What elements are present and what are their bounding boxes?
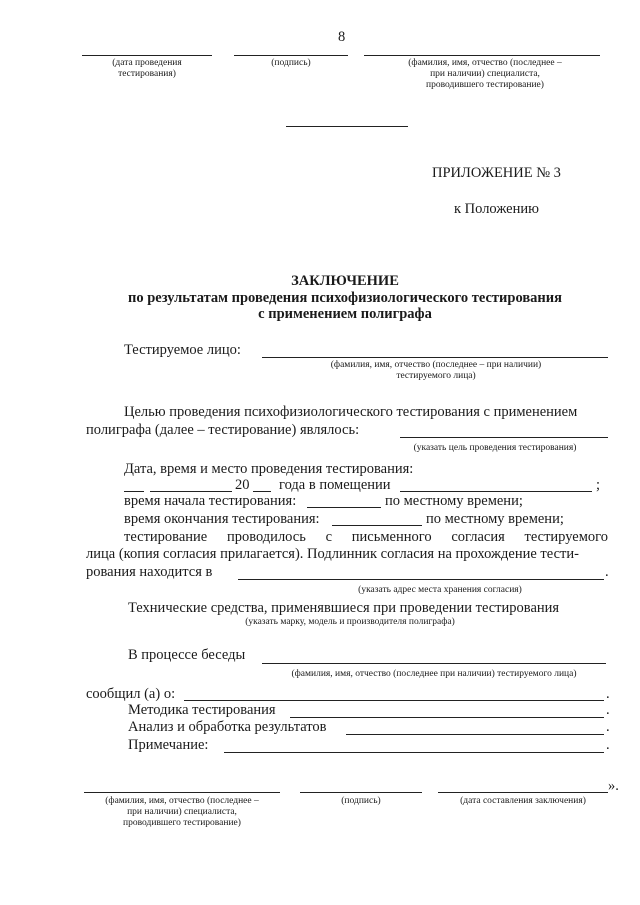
bottom-name-caption: (фамилия, имя, отчество (последнее – при наличии) специалиста, проводившего тестирование): [105, 796, 259, 828]
top-signature-line: [234, 55, 348, 56]
page-number: 8: [338, 29, 346, 45]
note-label: Примечание:: [128, 737, 209, 753]
note-line: [224, 752, 604, 753]
start-time-label: время начала тестирования:: [124, 493, 297, 509]
top-date-caption: (дата проведения тестирования): [112, 58, 182, 79]
year-line: [253, 491, 271, 492]
subject-line: [262, 357, 608, 358]
reported-label: сообщил (а) о:: [86, 686, 176, 702]
end-time-tail: по местному времени;: [426, 511, 564, 527]
bottom-signature-caption: (подпись): [341, 796, 381, 806]
month-line: [150, 491, 232, 492]
method-line: [290, 717, 604, 718]
storage-line: [238, 579, 604, 580]
subject-label: Тестируемое лицо:: [124, 342, 241, 358]
analysis-period: .: [606, 719, 610, 735]
start-time-tail: по местному времени;: [385, 493, 523, 509]
interview-label: В процессе беседы: [128, 647, 246, 663]
bottom-name-line: [84, 792, 280, 793]
room-line: [400, 491, 592, 492]
purpose-caption: (указать цель проведения тестирования): [413, 443, 577, 453]
purpose-line1: Целью проведения психофизиологического тестирования с применением: [124, 404, 578, 420]
consent-line2: лица (копия согласия прилагается). Подлинник согласия на прохождение тести-: [86, 546, 579, 562]
reported-period: .: [606, 686, 610, 702]
bottom-signature-line: [300, 792, 422, 793]
room-text: года в помещении: [279, 477, 391, 493]
method-period: .: [606, 702, 610, 718]
end-time-line: [332, 525, 422, 526]
appendix-subtitle: к Положению: [454, 201, 539, 217]
reported-line: [184, 700, 604, 701]
appendix-title: ПРИЛОЖЕНИЕ № 3: [432, 165, 561, 181]
room-semicolon: ;: [596, 477, 601, 493]
top-signature-caption: (подпись): [271, 58, 311, 68]
bottom-date-caption: (дата составления заключения): [460, 796, 586, 806]
document-subtitle-line1: по результатам проведения психофизиологического тестирования: [128, 290, 562, 306]
document-title: ЗАКЛЮЧЕНИЕ: [291, 273, 399, 289]
bottom-closing: ».: [608, 778, 619, 794]
top-name-line: [364, 55, 600, 56]
note-period: .: [606, 737, 610, 753]
document-subtitle-line2: с применением полиграфа: [258, 306, 432, 322]
tech-label: Технические средства, применявшиеся при проведении тестирования: [128, 600, 560, 616]
year-prefix: 20: [235, 477, 250, 493]
date-place-heading: Дата, время и место проведения тестирования:: [124, 461, 414, 477]
bottom-date-line: [438, 792, 608, 793]
subject-caption: (фамилия, имя, отчество (последнее – при наличии) тестируемого лица): [330, 360, 542, 381]
top-date-line: [82, 55, 212, 56]
top-name-caption: (фамилия, имя, отчество (последнее – при наличии) специалиста, проводившего тестирование): [408, 58, 562, 90]
end-time-label: время окончания тестирования:: [124, 511, 320, 527]
method-label: Методика тестирования: [128, 702, 276, 718]
tech-caption: (указать марку, модель и производителя полиграфа): [245, 617, 455, 627]
interview-caption: (фамилия, имя, отчество (последнее при наличии) тестируемого лица): [291, 669, 577, 679]
interview-line: [262, 663, 606, 664]
start-time-line: [307, 507, 381, 508]
purpose-line2: полиграфа (далее – тестирование) являлось:: [86, 422, 360, 438]
day-line: [124, 491, 144, 492]
analysis-line: [346, 734, 604, 735]
divider-line: [286, 126, 408, 127]
storage-period: .: [605, 564, 609, 580]
consent-line1: тестирование проводилось с письменного согласия тестируемого: [124, 529, 608, 545]
storage-caption: (указать адрес места хранения согласия): [358, 585, 522, 595]
analysis-label: Анализ и обработка результатов: [128, 719, 327, 735]
purpose-line: [400, 437, 608, 438]
consent-line3: рования находится в: [86, 564, 213, 580]
